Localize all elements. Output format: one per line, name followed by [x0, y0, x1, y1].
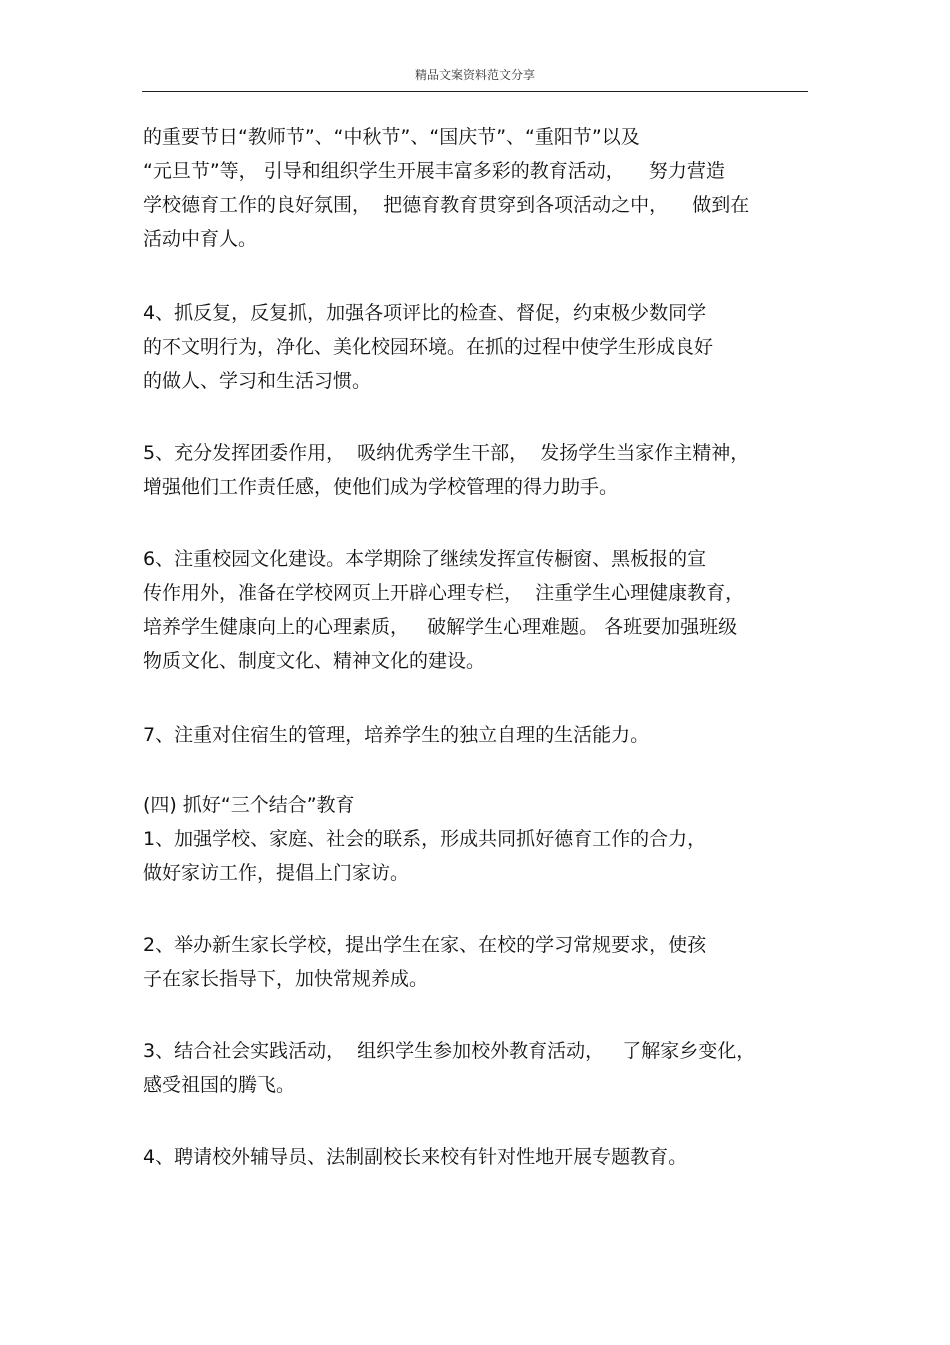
text-line: 活动中育人。 [143, 228, 258, 250]
text-line: 1、加强学校、家庭、社会的联系，形成共同抓好德育工作的合力， [143, 828, 707, 850]
header-divider [142, 91, 808, 92]
text-line: 感受祖国的腾飞。 [143, 1074, 296, 1096]
text-line: 做好家访工作，提倡上门家访。 [143, 862, 410, 884]
text-line: “元旦节”等， 引导和组织学生开展丰富多彩的教育活动， 努力营造 [143, 160, 725, 182]
paragraph-item-5-league [143, 436, 808, 504]
text-line: 7、注重对住宿生的管理，培养学生的独立自理的生活能力。 [143, 724, 650, 746]
paragraph-festival-activities [143, 120, 808, 256]
text-line: 传作用外，准备在学校网页上开辟心理专栏， 注重学生心理健康教育， [143, 582, 745, 604]
page-header-title: 精品文案资料范文分享 [414, 68, 535, 82]
paragraph-item-7-boarding [143, 718, 808, 752]
paragraph-item-4-counselors [143, 1140, 808, 1174]
paragraph-item-2-parent-school [143, 928, 808, 996]
section-heading: (四) 抓好“三个结合”教育 [143, 794, 355, 816]
paragraph-item-4-inspection [143, 296, 808, 398]
paragraph-item-3-social-practice [143, 1034, 808, 1102]
text-line: 4、抓反复，反复抓，加强各项评比的检查、督促，约束极少数同学 [143, 302, 707, 324]
text-line: 培养学生健康向上的心理素质， 破解学生心理难题。 各班要加强班级 [143, 616, 738, 638]
text-line: 物质文化、制度文化、精神文化的建设。 [143, 650, 486, 672]
text-line: 4、聘请校外辅导员、法制副校长来校有针对性地开展专题教育。 [143, 1146, 688, 1168]
text-line: 5、充分发挥团委作用， 吸纳优秀学生干部， 发扬学生当家作主精神， [143, 442, 750, 464]
text-line: 3、结合社会实践活动， 组织学生参加校外教育活动， 了解家乡变化， [143, 1040, 756, 1062]
text-line: 的做人、学习和生活习惯。 [143, 370, 372, 392]
text-line: 的重要节日“教师节”、“中秋节”、“国庆节”、“重阳节”以及 [143, 126, 640, 148]
text-line: 的不文明行为，净化、美化校园环境。在抓的过程中使学生形成良好 [143, 336, 714, 358]
paragraph-item-6-campus-culture [143, 542, 808, 678]
text-line: 子在家长指导下，加快常规养成。 [143, 968, 429, 990]
text-line: 2、举办新生家长学校，提出学生在家、在校的学习常规要求，使孩 [143, 934, 707, 956]
text-line: 6、注重校园文化建设。本学期除了继续发挥宣传橱窗、黑板报的宣 [143, 548, 707, 570]
text-line: 学校德育工作的良好氛围， 把德育教育贯穿到各项活动之中， 做到在 [143, 194, 750, 216]
text-line: 增强他们工作责任感，使他们成为学校管理的得力助手。 [143, 476, 619, 498]
section-four-three-combinations [143, 788, 808, 890]
